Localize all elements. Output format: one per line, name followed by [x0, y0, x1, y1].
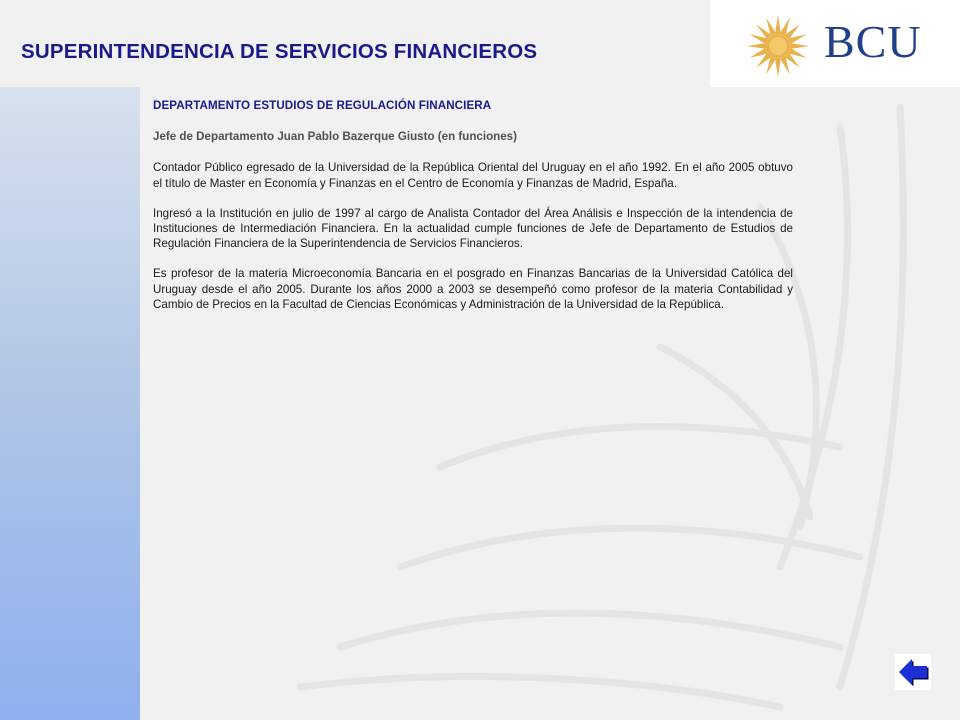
- back-button[interactable]: [895, 654, 931, 690]
- department-chief: Jefe de Departamento Juan Pablo Bazerque Giusto (en funciones): [153, 130, 517, 144]
- logo-text: BCU: [824, 16, 922, 67]
- department-title: DEPARTAMENTO ESTUDIOS DE REGULACIÓN FINANCIERA: [153, 99, 492, 112]
- bio-paragraph: Ingresó a la Institución en julio de 1997 al cargo de Analista Contador del Área Análisis e Inspección de la intendencia de Instituciones de Intermediación Financiera. En la actualidad cumple funciones de Jefe de Departamento de Estudios de Regulación Financiera de la Superintendencia de Servicios Financieros.: [153, 206, 793, 251]
- sun-icon: [746, 14, 810, 78]
- page-title: SUPERINTENDENCIA DE SERVICIOS FINANCIEROS: [21, 40, 538, 63]
- bcu-logo: [710, 0, 960, 87]
- bio-paragraph: Contador Público egresado de la Universidad de la República Oriental del Uruguay en el año 1992. En el año 2005 obtuvo el título de Master en Economía y Finanzas en el Centro de Economía y Finanzas de Madrid, España.: [153, 161, 793, 190]
- back-arrow-icon: [895, 654, 931, 690]
- left-sidebar-band: [0, 87, 140, 720]
- header-bar: [0, 0, 710, 87]
- bio-paragraph: Es profesor de la materia Microeconomía Bancaria en el posgrado en Finanzas Bancarias de la Universidad Católica del Uruguay desde el año 2005. Durante los años 2000 a 2003 se desempeñó como profesor de la materia Contabilidad y Cambio de Precios en la Facultad de Ciencias Económicas y Administración de la Universidad de la República.: [153, 267, 793, 311]
- main-content: [153, 98, 793, 327]
